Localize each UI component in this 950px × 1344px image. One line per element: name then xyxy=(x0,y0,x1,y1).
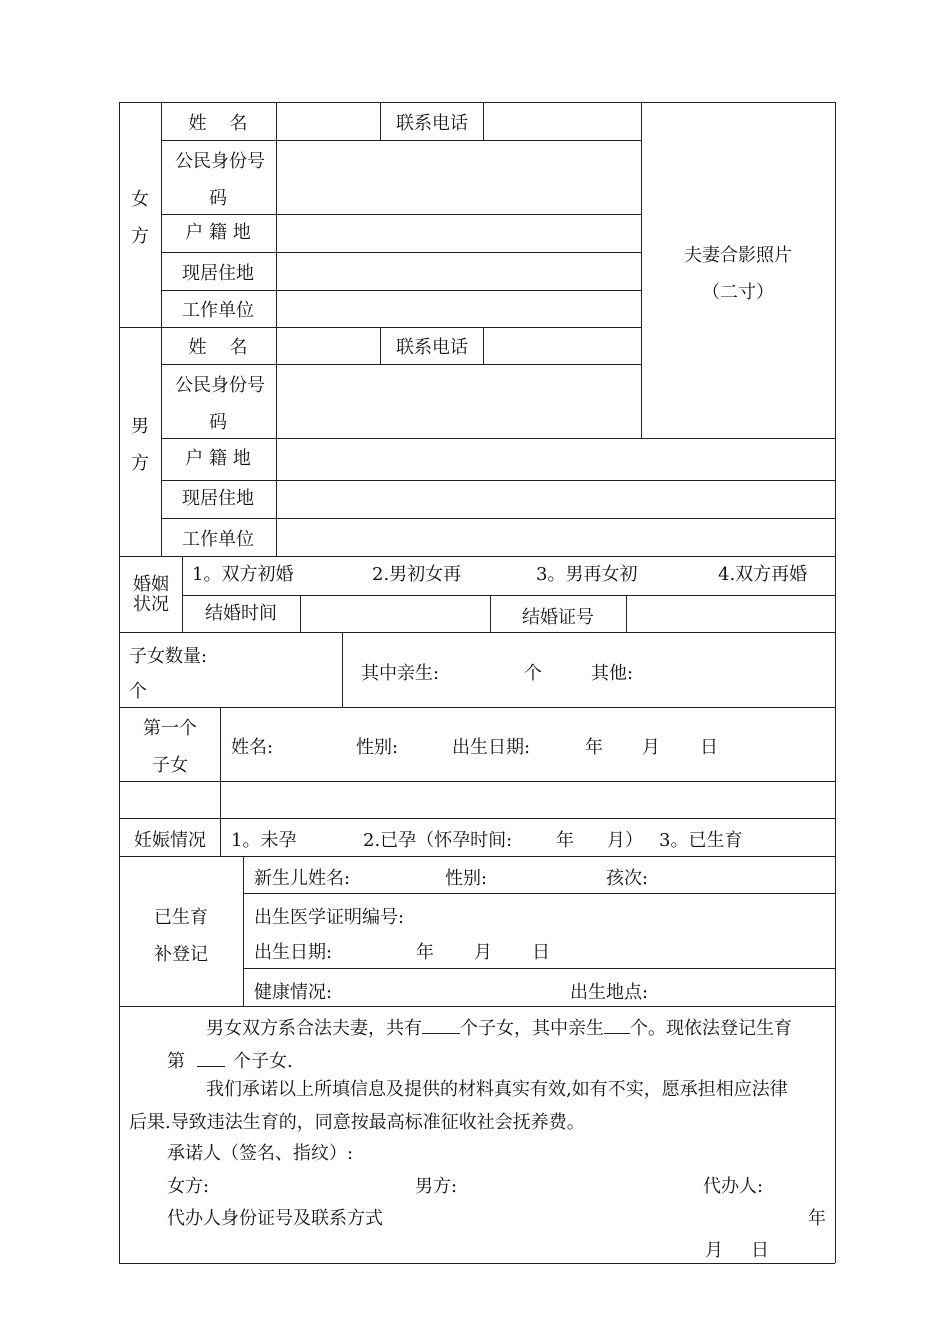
biological-count-blank[interactable] xyxy=(604,1017,630,1034)
marriage-label-1: 婚姻 xyxy=(133,574,169,595)
divider xyxy=(161,252,641,253)
children-biological-label: 其中亲生: xyxy=(361,663,440,684)
male-side-label-1: 男 xyxy=(131,416,149,437)
border-right xyxy=(835,102,836,1263)
pregnancy-option-3: 3。已生育 xyxy=(659,830,743,851)
newborn-dob-day: 日 xyxy=(532,942,550,963)
first-child-sex-label: 性别: xyxy=(356,737,399,758)
female-residence-label: 现居住地 xyxy=(182,263,254,284)
divider xyxy=(119,556,835,557)
male-id-label-1: 公民身份号 xyxy=(175,375,265,396)
divider xyxy=(161,214,641,215)
children-count-unit: 个 xyxy=(129,681,147,702)
birth-reg-label-2: 补登记 xyxy=(154,944,208,965)
divider xyxy=(626,595,627,632)
children-count-label: 子女数量: xyxy=(129,646,208,667)
male-phone-label: 联系电话 xyxy=(396,337,468,358)
first-child-day: 日 xyxy=(700,737,718,758)
divider xyxy=(161,480,835,481)
birth-reg-label-1: 已生育 xyxy=(154,907,208,928)
divider xyxy=(243,856,244,1006)
divider xyxy=(342,632,343,707)
declaration-signer-label: 承诺人（签名、指纹）: xyxy=(167,1143,354,1164)
divider xyxy=(182,556,183,632)
declaration-text-b: 个子女，其中亲生 xyxy=(460,1018,604,1039)
children-biological-unit: 个 xyxy=(524,663,542,684)
divider xyxy=(161,102,162,556)
first-child-year: 年 xyxy=(585,737,603,758)
first-child-dob-label: 出生日期: xyxy=(452,737,531,758)
declaration-day: 日 xyxy=(751,1240,769,1261)
declaration-line-1 xyxy=(206,1017,792,1039)
pregnancy-label: 妊娠情况 xyxy=(134,830,206,851)
newborn-dob-label: 出生日期: xyxy=(254,942,333,963)
first-child-name-label: 姓名: xyxy=(231,737,274,758)
border-top xyxy=(119,102,835,103)
declaration-agent-id: 代办人身份证号及联系方式 xyxy=(167,1208,383,1229)
pregnancy-option-2: 2.已孕（怀孕时间: xyxy=(363,830,513,851)
female-id-label-1: 公民身份号 xyxy=(175,151,265,172)
female-side-label-1: 女 xyxy=(131,189,149,210)
divider xyxy=(119,856,835,857)
marriage-option-3: 3。男再女初 xyxy=(536,564,638,585)
divider xyxy=(161,140,641,141)
newborn-dob-month: 月 xyxy=(474,942,492,963)
declaration-text-a: 男女双方系合法夫妻，共有 xyxy=(206,1018,422,1039)
divider xyxy=(380,102,381,140)
divider xyxy=(483,102,484,140)
border-left xyxy=(119,102,120,1263)
divider xyxy=(161,518,835,519)
first-child-month: 月 xyxy=(642,737,660,758)
newborn-order-label: 孩次: xyxy=(606,868,649,889)
divider xyxy=(300,595,301,632)
marriage-label-2: 状况 xyxy=(133,594,169,615)
children-total-blank[interactable] xyxy=(422,1017,460,1034)
marriage-cert-label: 结婚证号 xyxy=(522,607,594,628)
newborn-health-label: 健康情况: xyxy=(254,982,333,1003)
male-name-label: 姓 名 xyxy=(188,337,248,358)
male-id-label-2: 码 xyxy=(209,412,227,433)
registered-child-order-blank[interactable] xyxy=(197,1050,225,1067)
divider xyxy=(119,1006,835,1007)
male-residence-label: 现居住地 xyxy=(182,488,254,509)
newborn-dob-year: 年 xyxy=(416,942,434,963)
declaration-text-e: 个子女. xyxy=(233,1051,293,1072)
divider xyxy=(119,781,835,782)
female-side-label-2: 方 xyxy=(131,226,149,247)
divider xyxy=(641,102,642,438)
birth-cert-no-label: 出生医学证明编号: xyxy=(254,907,405,928)
divider xyxy=(380,327,381,364)
divider xyxy=(243,968,835,969)
marriage-option-1: 1。双方初婚 xyxy=(192,564,294,585)
declaration-text-d: 第 xyxy=(167,1051,185,1072)
divider xyxy=(119,632,835,633)
female-phone-label: 联系电话 xyxy=(396,113,468,134)
newborn-sex-label: 性别: xyxy=(445,868,488,889)
declaration-commitment-2: 后果.导致违法生育的，同意按最高标准征收社会抚养费。 xyxy=(129,1112,585,1133)
first-child-label-1: 第一个 xyxy=(143,718,197,739)
pregnancy-option-1: 1。未孕 xyxy=(231,830,297,851)
declaration-month: 月 xyxy=(705,1240,723,1261)
divider xyxy=(119,707,835,708)
female-work-label: 工作单位 xyxy=(182,300,254,321)
male-work-label: 工作单位 xyxy=(182,529,254,550)
divider xyxy=(161,290,641,291)
marriage-option-2: 2.男初女再 xyxy=(372,564,462,585)
female-name-label: 姓 名 xyxy=(188,113,248,134)
divider xyxy=(243,893,835,894)
first-child-label-2: 子女 xyxy=(152,755,188,776)
declaration-commitment-1: 我们承诺以上所填信息及提供的材料真实有效,如有不实，愿承担相应法律 xyxy=(206,1079,788,1100)
photo-title: 夫妻合影照片 xyxy=(684,245,792,266)
photo-size: （二寸） xyxy=(702,282,774,303)
divider xyxy=(483,327,484,364)
male-side-label-2: 方 xyxy=(131,453,149,474)
female-hukou-label: 户 籍 地 xyxy=(185,222,251,243)
marriage-date-label: 结婚时间 xyxy=(205,603,277,624)
pregnancy-year: 年 xyxy=(556,830,574,851)
newborn-birthplace-label: 出生地点: xyxy=(570,982,649,1003)
border-bottom xyxy=(119,1263,835,1264)
divider xyxy=(161,438,835,439)
declaration-agent-sign: 代办人: xyxy=(703,1176,764,1197)
declaration-line-2 xyxy=(167,1050,293,1072)
pregnancy-month: 月） xyxy=(607,830,643,851)
family-planning-registration-form xyxy=(119,102,835,1263)
declaration-male-sign: 男方: xyxy=(415,1176,458,1197)
divider xyxy=(182,595,835,596)
children-other-label: 其他: xyxy=(591,663,634,684)
divider xyxy=(276,102,277,556)
newborn-name-label: 新生儿姓名: xyxy=(254,868,351,889)
declaration-year: 年 xyxy=(808,1208,826,1229)
divider xyxy=(161,364,641,365)
female-id-label-2: 码 xyxy=(209,188,227,209)
declaration-text-c: 个。现依法登记生育 xyxy=(630,1018,792,1039)
divider xyxy=(490,595,491,632)
divider xyxy=(119,818,835,819)
marriage-option-4: 4.双方再婚 xyxy=(718,564,808,585)
male-hukou-label: 户 籍 地 xyxy=(185,448,251,469)
declaration-female-sign: 女方: xyxy=(167,1176,210,1197)
